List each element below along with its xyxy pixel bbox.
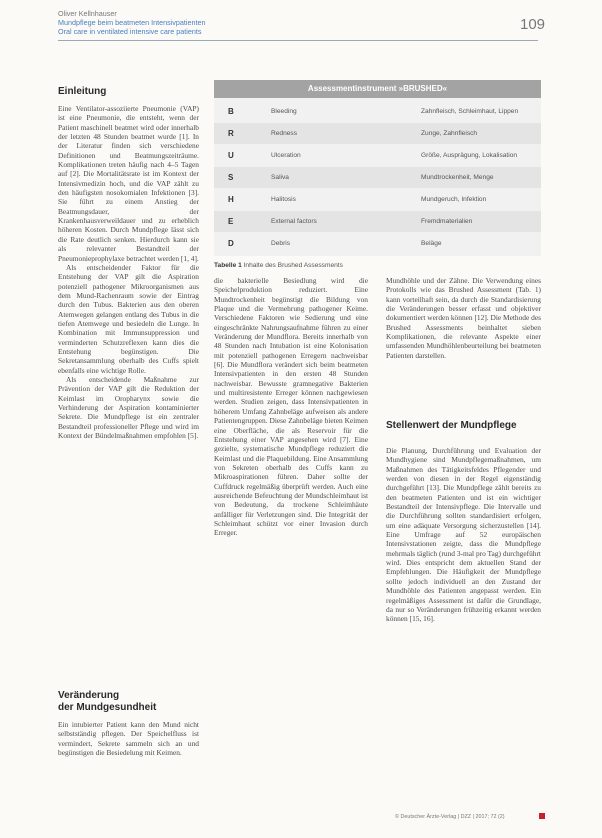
middle-column	[214, 276, 368, 806]
running-header	[58, 9, 538, 37]
table-row	[214, 211, 541, 232]
paragraph: Mundhöhle und der Zähne. Die Verwendung eines Protokolls wie das Brushed Assessment (Tab. 1) kann vorteilhaft sein, da durch die Standardisierung die Veränderungen besser erfasst und objektiver dokumentiert werden können [12]. Die Methode des Brushed Assessments beinhaltet sieben Komplikationen, die relevante Aspekte einer umfassenden Mundhöhlenbeurteilung bei beatmeten Patienten darstellen.	[386, 276, 541, 360]
table-row	[214, 145, 541, 166]
header-title-de: Mundpflege beim beatmeten Intensivpatienten	[58, 18, 206, 28]
paragraph: Als entscheidender Faktor für die Entstehung der VAP gilt die Aspiration potenziell pathogener Mikroorganismen aus dem Mund-Rachenraum sowie der Eintrag durch den Tubus. Bakterien aus den oberen Atemwegen gelangen entlang des Tubus in die tiefen Atemwege und besiedeln die Lunge. In Kombination mit Immunsuppression und verminderten Schutzreflexen kann dies die Entstehung begünstigen. Die Sekretansammlung oberhalb des Cuffs spielt ebenfalls eine wichtige Rolle.	[58, 262, 199, 375]
table-row	[214, 101, 541, 122]
header-author: Oliver Kellnhauser	[58, 9, 117, 18]
box-title: Assessmentinstrument »BRUSHED«	[214, 80, 541, 98]
row-english: Halitosis	[271, 196, 296, 203]
table-row	[214, 233, 541, 254]
row-english: Saliva	[271, 174, 289, 181]
caption-label: Tabelle 1	[214, 262, 242, 269]
row-letter: H	[228, 195, 234, 204]
row-german: Fremdmaterialien	[421, 218, 473, 225]
table-row	[214, 123, 541, 144]
footer-copyright: © Deutscher Ärzte-Verlag | DZZ | 2017; 72 (2)	[395, 814, 505, 820]
paragraph: die bakterielle Besiedlung wird die Speichelproduktion reduziert. Eine Mundtrockenheit begünstigt die Bildung von Plaque und die Vermehrung pathogener Keime. Verschiedene Faktoren wie Sedierung und eine eingeschränkte Nahrungsaufnahme führen zu einer Veränderung der Mundflora. Bereits innerhalb von 48 Stunden nach Intubation ist eine Kolonisation mit potenziell pathogenen Erregern nachweisbar [6]. Die Mundflora verändert sich beim beatmeten Intensivpatienten in den ersten 48 Stunden nachweisbar. Bewusste gramnegative Bakterien und multiresistente Erreger können nachgewiesen werden. Studien zeigen, dass Intensivpatienten in höherem Umfang Zahnbeläge aufweisen als andere Patientengruppen. Diese Zahnbeläge bieten Keimen eine Oberfläche, die als Reservoir für die Entstehung einer VAP angesehen wird [7]. Eine gezielte, systematische Mundpflege reduziert die Keimlast und die Plaquebildung. Eine Ansammlung von Sekreten oberhalb des Cuffs kann zu Mikroaspirationen führen. Daher sollte der Cuffdruck regelmäßig überprüft werden. Auch eine ausreichende Befeuchtung der Mundschleimhaut ist von Bedeutung, da trockene Schleimhäute anfälliger für Verletzungen sind. Die Integrität der Schleimhaut schützt vor einer Invasion durch Erreger.	[214, 276, 368, 538]
table-caption	[214, 262, 343, 269]
heading-einleitung: Einleitung	[58, 86, 107, 97]
header-divider	[58, 40, 538, 41]
row-english: External factors	[271, 218, 317, 225]
brushed-assessment-box	[214, 80, 541, 256]
heading-veraenderung-l2: der Mundgesundheit	[58, 702, 157, 713]
heading-veraenderung-l1: Veränderung	[58, 690, 120, 701]
page-number: 109	[520, 16, 546, 33]
row-letter: E	[228, 217, 234, 226]
row-german: Zahnfleisch, Schleimhaut, Lippen	[421, 108, 519, 115]
table-row	[214, 167, 541, 188]
paragraph: Ein intubierter Patient kann den Mund nicht selbstständig pflegen. Der Speichelfluss ist vermindert, Sekrete sammeln sich an und begünstigen die Besiedelung mit Keimen.	[58, 720, 199, 758]
paragraph: Die Planung, Durchführung und Evaluation der Mundhygiene sind Mundpflegemaßnahmen, um Maßnahmen des Tätigkeitsfeldes Pflegender und werden von diesen in der Regel eigenständig durchgeführt [13]. Die Mundpflege zählt bereits zu den beatmeten Patienten und ist ein wichtiger Bestandteil der Intensivpflege. Die Intervalle und die Durchführung sollten standardisiert erfolgen, um eine adäquate Versorgung sicherzustellen [14]. Eine Umfrage auf 52 europäischen Intensivstationen zeigte, dass die Mundpflege mehrmals täglich (rund 3-mal pro Tag) durchgeführt wird. Dies entspricht dem aktuellen Stand der Empfehlungen. Die Häufigkeit der Mundpflege sollte jedoch individuell an den Zustand der Mundhöhle des Patienten angepasst werden. Ein regelmäßiges Assessment ist dafür die Grundlage, da nur so Veränderungen frühzeitig erkannt werden können [15, 16].	[386, 446, 541, 624]
row-german: Beläge	[421, 240, 442, 247]
row-german: Größe, Ausprägung, Lokalisation	[421, 152, 518, 159]
paragraph: Eine Ventilator-assoziierte Pneumonie (VAP) ist eine Pneumonie, die entsteht, wenn der Patient maschinell beatmet wird oder innerhalb der letzten 48 Stunden beatmet wurde [1]. In der Literatur finden sich verschiedene Definitionen und Beatmungszeiträume. Komplikationen treten häufig nach 4–5 Tagen auf [2]. Die Mortalitätsrate ist im Kontext der Intensivmedizin hoch, und die VAP zählt zu den häufigsten nosokomialen Infektionen [3]. Sie führt zu einem Anstieg der Beatmungsdauer, der Krankenhausverweildauer und zu erheblich höheren Kosten. Durch Mundpflege lässt sich die Rate deutlich senken. Hierdurch kann sie als relevanter Bestandteil der Pneumonieprophylaxe betrachtet werden [1, 4].	[58, 104, 199, 263]
footer-marker	[539, 813, 545, 819]
row-letter: D	[228, 239, 234, 248]
caption-text: Inhalte des Brushed Assessments	[243, 262, 343, 269]
row-german: Zunge, Zahnfleisch	[421, 130, 478, 137]
heading-stellenwert: Stellenwert der Mundpflege	[386, 420, 517, 431]
header-title-en: Oral care in ventilated intensive care patients	[58, 27, 202, 37]
right-column-bottom	[386, 446, 541, 806]
row-letter: S	[228, 173, 234, 182]
row-english: Redness	[271, 130, 298, 137]
row-letter: R	[228, 129, 234, 138]
paragraph: Als entscheidende Maßnahme zur Prävention der VAP gilt die Reduktion der Keimlast im Oropharynx sowie die Verhinderung der Aspiration kontaminierter Sekrete. Die Mundpflege ist ein zentraler Bestandteil professioneller Pflege und wird im Kontext der Bündelmaßnahmen empfohlen [5].	[58, 374, 199, 441]
row-english: Debris	[271, 240, 291, 247]
left-column-bottom	[58, 720, 199, 805]
row-english: Bleeding	[271, 108, 297, 115]
right-column-top	[386, 276, 541, 398]
row-german: Mundtrockenheit, Menge	[421, 174, 494, 181]
row-german: Mundgeruch, Infektion	[421, 196, 487, 203]
row-letter: B	[228, 107, 234, 116]
table-row	[214, 189, 541, 210]
row-english: Ulceration	[271, 152, 301, 159]
row-letter: U	[228, 151, 234, 160]
